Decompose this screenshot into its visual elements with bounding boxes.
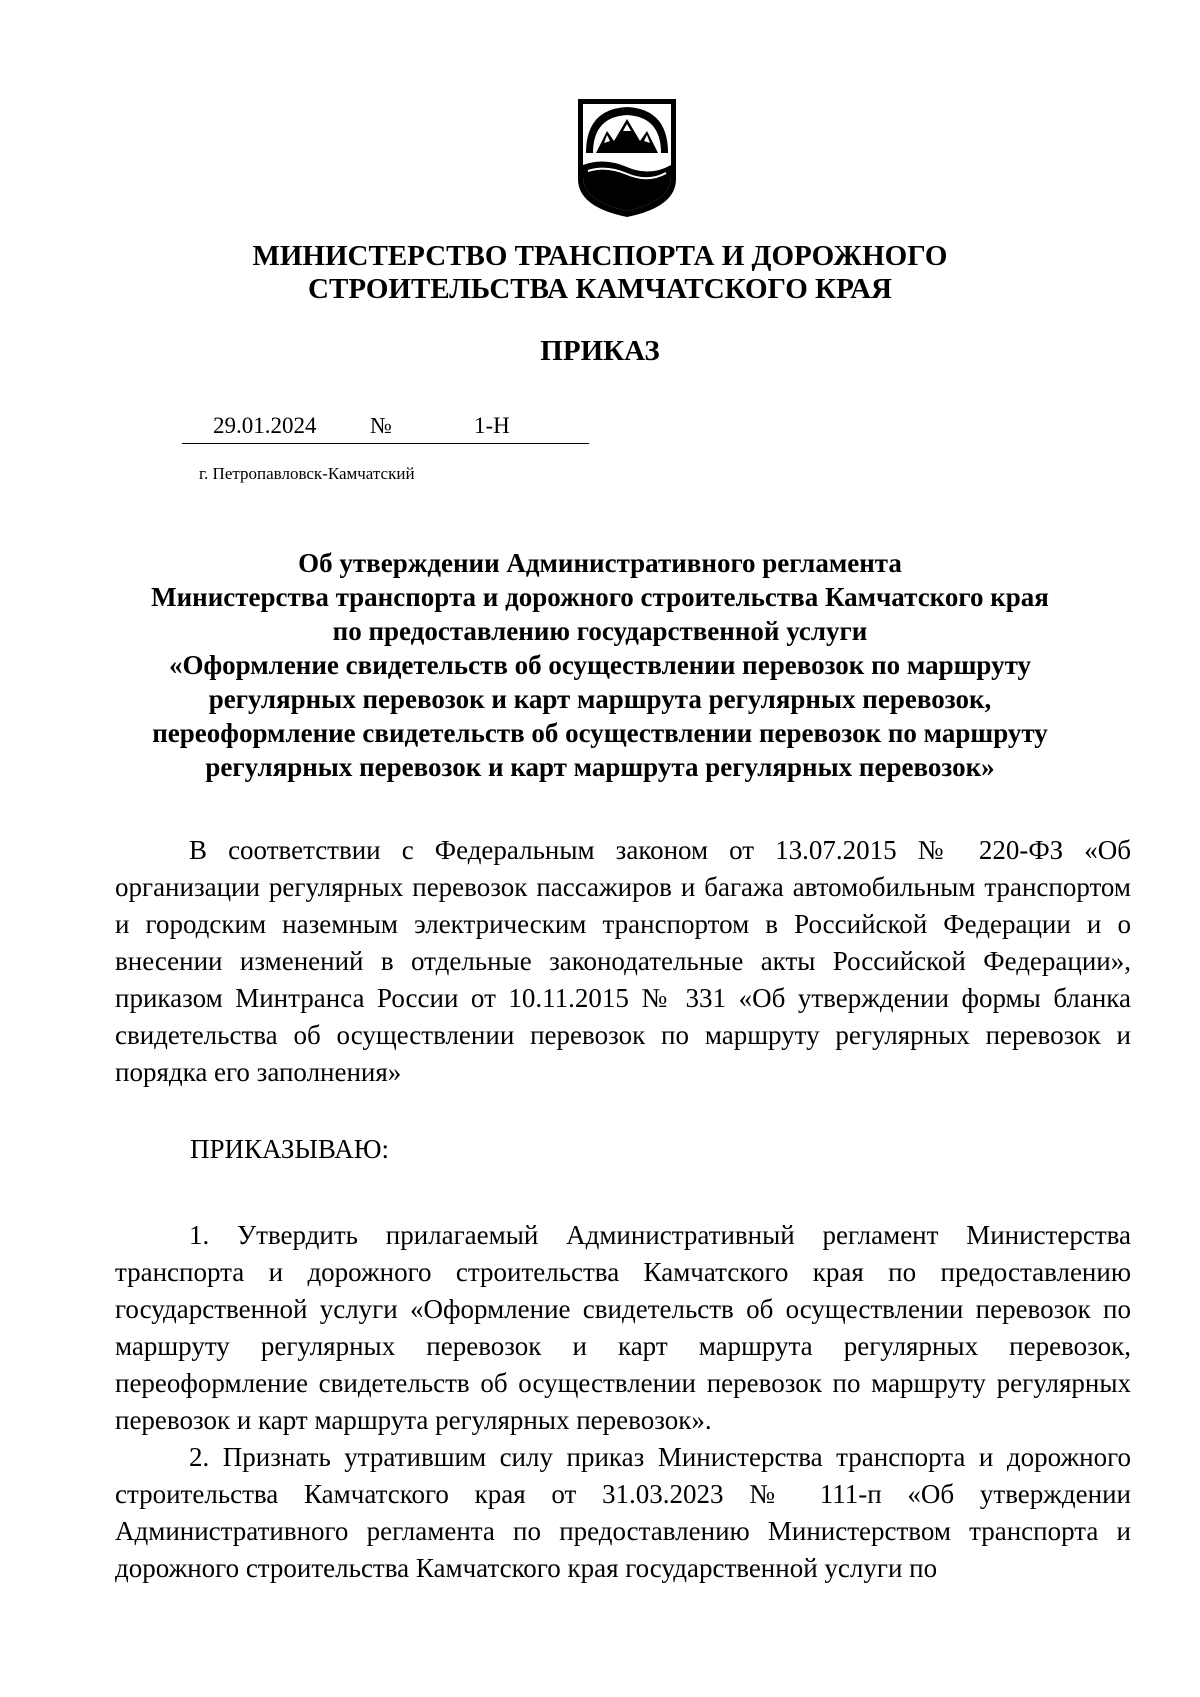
order-item-1: 1. Утвердить прилагаемый Административный регламент Министерства транспорта и дорожного строительства Камчатского края по предоставлению государственной услуги «Оформление свидетельств об осуществлении перевозок по маршруту регулярных перевозок и карт маршрута регулярных перевозок, переоформление свидетельств об осуществлении перевозок по маршруту регулярных перевозок и карт маршрута регулярных перевозок».: [115, 1220, 1131, 1435]
subject-line: регулярных перевозок и карт маршрута регулярных перевозок,: [208, 684, 992, 714]
order-item-2: 2. Признать утратившим силу приказ Министерства транспорта и дорожного строительства Камчатского края от 31.03.2023 № 111-п «Об утверждении Административного регламента по предоставлению Министерством транспорта и дорожного строительства Камчатского края государственной услуги по: [115, 1442, 1131, 1583]
subject-line: регулярных перевозок и карт маршрута регулярных перевозок»: [205, 752, 995, 782]
subject-line: Министерства транспорта и дорожного строительства Камчатского края: [151, 582, 1049, 612]
subject-line: переоформление свидетельств об осуществлении перевозок по маршруту: [152, 718, 1048, 748]
kamchatka-coat-of-arms-icon: [574, 95, 680, 221]
document-type-title: ПРИКАЗ: [540, 335, 660, 367]
subject-line: Об утверждении Административного регламента: [298, 548, 902, 578]
order-subject: [0, 546, 1200, 784]
city-name: г. Петропавловск-Камчатский: [199, 464, 415, 483]
subject-line: «Оформление свидетельств об осуществлении перевозок по маршруту: [168, 650, 1031, 680]
ministry-name-line: СТРОИТЕЛЬСТВА КАМЧАТСКОГО КРАЯ: [308, 273, 892, 305]
number-sign: №: [370, 413, 392, 438]
preamble-paragraph: В соответствии с Федеральным законом от 13.07.2015 № 220-ФЗ «Об организации регулярных перевозок пассажиров и багажа автомобильным транспортом и городским наземным электрическим транспортом в Российской Федерации и о внесении изменений в отдельные законодательные акты Российской Федерации», приказом Минтранса России от 10.11.2015 № 331 «Об утверждении формы бланка свидетельства об осуществлении перевозок по маршруту регулярных перевозок и порядка его заполнения»: [115, 835, 1131, 1087]
subject-line: по предоставлению государственной услуги: [332, 616, 868, 646]
decree-word: ПРИКАЗЫВАЮ:: [190, 1134, 389, 1164]
ministry-name-line: МИНИСТЕРСТВО ТРАНСПОРТА И ДОРОЖНОГО: [252, 240, 948, 272]
order-date: 29.01.2024: [213, 413, 317, 438]
order-number: 1-Н: [474, 413, 510, 438]
ministry-name: [0, 240, 1200, 306]
registration-line: [182, 413, 589, 444]
